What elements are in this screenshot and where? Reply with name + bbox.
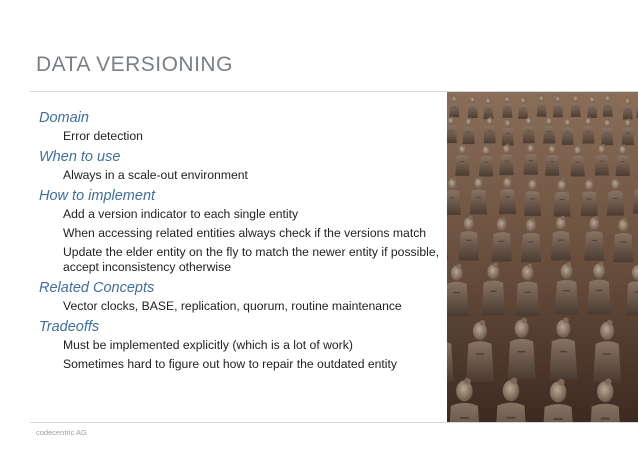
slide-title: DATA VERSIONING	[36, 53, 233, 76]
section-heading: When to use	[39, 149, 121, 165]
terracotta-army-photo	[447, 92, 638, 422]
section-heading: How to implement	[39, 188, 156, 204]
bullet-item: Update the elder entity on the fly to match the newer entity if possible, accept inconsistency otherwise	[63, 245, 439, 274]
bullet-item: When accessing related entities always check if the versions match	[63, 226, 427, 240]
section-heading: Tradeoffs	[39, 319, 100, 335]
section-related-concepts	[39, 278, 439, 314]
footer-text: codecentric AG	[36, 428, 87, 437]
bullet-item: Error detection	[63, 129, 143, 143]
bullet-item: Always in a scale-out environment	[63, 168, 248, 182]
section-heading: Domain	[39, 110, 89, 126]
bullet-item: Add a version indicator to each single entity	[63, 207, 299, 221]
section-tradeoffs	[39, 317, 439, 372]
footer-divider	[30, 422, 638, 423]
section-how-to-implement	[39, 186, 439, 275]
section-domain	[39, 108, 439, 144]
content	[39, 108, 439, 375]
bullet-item: Sometimes hard to figure out how to repair the outdated entity	[63, 357, 397, 371]
bullet-item: Must be implemented explicitly (which is a lot of work)	[63, 338, 353, 352]
bullet-item: Vector clocks, BASE, replication, quorum, routine maintenance	[63, 299, 402, 313]
section-heading: Related Concepts	[39, 280, 155, 296]
section-when-to-use	[39, 147, 439, 183]
